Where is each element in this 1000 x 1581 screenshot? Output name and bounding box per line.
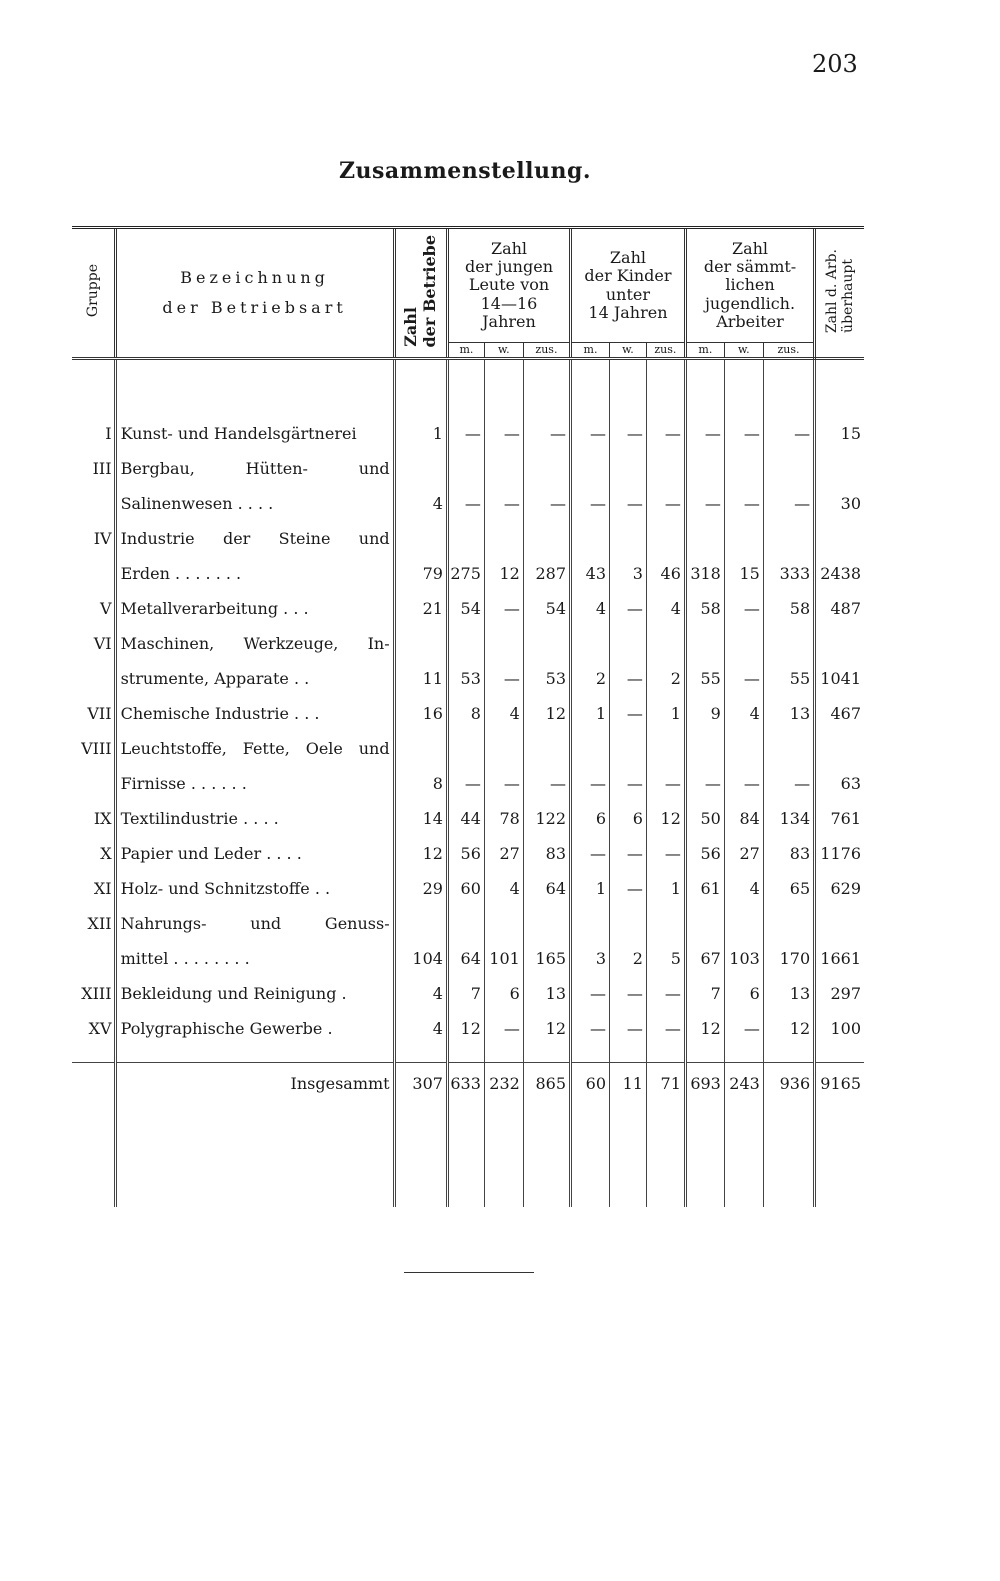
value-cell-km: 6 xyxy=(571,795,610,830)
header-betriebe: Zahlder Betriebe xyxy=(394,228,447,359)
value-cell-jw: — xyxy=(484,585,523,620)
value-cell-kz: 2 xyxy=(646,655,685,690)
value-cell-am: 9 xyxy=(685,690,724,725)
value-cell-km xyxy=(571,900,610,935)
table-row xyxy=(72,795,864,830)
gruppe-cell xyxy=(72,655,115,690)
total-cell-jz: 865 xyxy=(523,1063,570,1106)
value-cell-kz: — xyxy=(646,480,685,515)
value-cell-jw xyxy=(484,515,523,550)
value-cell-kw: — xyxy=(610,970,647,1005)
value-cell-t xyxy=(815,900,864,935)
value-cell-kw xyxy=(610,900,647,935)
value-cell-kz: 12 xyxy=(646,795,685,830)
sub-header-m: m. xyxy=(571,343,610,359)
value-cell-b: 14 xyxy=(394,795,447,830)
value-cell-am: 56 xyxy=(685,830,724,865)
betriebsart-cell: Chemische Industrie . . . xyxy=(115,690,394,725)
value-cell-b: 11 xyxy=(394,655,447,690)
betriebsart-cell: Polygraphische Gewerbe . xyxy=(115,1005,394,1040)
gruppe-cell: XIII xyxy=(81,984,112,1003)
summary-table xyxy=(72,226,864,1207)
gruppe-cell: X xyxy=(100,844,112,863)
value-cell-aw: 4 xyxy=(724,865,763,900)
value-cell-aw xyxy=(724,515,763,550)
betriebsart-cell: strumente, Apparate . . xyxy=(115,655,394,690)
value-cell-aw: — xyxy=(724,760,763,795)
value-cell-jw: 12 xyxy=(484,550,523,585)
value-cell-am xyxy=(685,515,724,550)
value-cell-am xyxy=(685,620,724,655)
value-cell-jm xyxy=(447,445,484,480)
value-cell-kw: 3 xyxy=(610,550,647,585)
value-cell-am: 7 xyxy=(685,970,724,1005)
value-cell-km: — xyxy=(571,1005,610,1040)
value-cell-jz: — xyxy=(523,410,570,445)
value-cell-b: 21 xyxy=(394,585,447,620)
sub-header-w: w. xyxy=(724,343,763,359)
value-cell-az xyxy=(763,900,814,935)
value-cell-jw: — xyxy=(484,760,523,795)
table-row xyxy=(72,865,864,900)
value-cell-jw: — xyxy=(484,410,523,445)
value-cell-km: — xyxy=(571,480,610,515)
page-title: Zusammenstellung. xyxy=(338,158,592,184)
betriebsart-cell: Salinenwesen . . . . xyxy=(115,480,394,515)
value-cell-aw: 103 xyxy=(724,935,763,970)
gruppe-cell xyxy=(72,935,115,970)
value-cell-b: 4 xyxy=(394,1005,447,1040)
value-cell-jw xyxy=(484,620,523,655)
betriebsart-cell: Industrie der Steine und xyxy=(115,515,394,550)
value-cell-am: — xyxy=(685,760,724,795)
value-cell-km: 3 xyxy=(571,935,610,970)
value-cell-t: 1661 xyxy=(815,935,864,970)
value-cell-kw xyxy=(610,515,647,550)
table-row xyxy=(72,410,864,445)
value-cell-km: 1 xyxy=(571,690,610,725)
value-cell-t: 1176 xyxy=(815,830,864,865)
value-cell-jm: — xyxy=(447,480,484,515)
value-cell-aw: 15 xyxy=(724,550,763,585)
value-cell-aw xyxy=(724,620,763,655)
value-cell-az: 65 xyxy=(763,865,814,900)
betriebsart-cell: mittel . . . . . . . . xyxy=(115,935,394,970)
value-cell-jw: 101 xyxy=(484,935,523,970)
value-cell-aw xyxy=(724,900,763,935)
value-cell-az: — xyxy=(763,410,814,445)
total-cell-jm: 633 xyxy=(447,1063,484,1106)
value-cell-jm: 56 xyxy=(447,830,484,865)
value-cell-jw: — xyxy=(484,480,523,515)
sub-header-m: m. xyxy=(685,343,724,359)
value-cell-aw: 27 xyxy=(724,830,763,865)
gruppe-cell xyxy=(72,480,115,515)
betriebsart-cell: Maschinen, Werkzeuge, In- xyxy=(115,620,394,655)
table-row xyxy=(72,900,864,935)
table-row xyxy=(72,550,864,585)
value-cell-az: 333 xyxy=(763,550,814,585)
value-cell-aw: — xyxy=(724,480,763,515)
value-cell-jm: 64 xyxy=(447,935,484,970)
value-cell-b: 104 xyxy=(394,935,447,970)
value-cell-jm: 44 xyxy=(447,795,484,830)
gruppe-cell: VI xyxy=(93,634,112,653)
header-gruppe: Gruppe xyxy=(72,228,115,359)
value-cell-jw xyxy=(484,900,523,935)
value-cell-kz xyxy=(646,725,685,760)
value-cell-km xyxy=(571,725,610,760)
sub-header-zus: zus. xyxy=(763,343,814,359)
value-cell-aw: 84 xyxy=(724,795,763,830)
total-cell-aw: 243 xyxy=(724,1063,763,1106)
value-cell-jz xyxy=(523,725,570,760)
value-cell-jw: 6 xyxy=(484,970,523,1005)
gruppe-cell: I xyxy=(105,424,112,443)
value-cell-kz xyxy=(646,445,685,480)
value-cell-jw xyxy=(484,445,523,480)
value-cell-am: 318 xyxy=(685,550,724,585)
value-cell-jz xyxy=(523,515,570,550)
value-cell-kz: 1 xyxy=(646,690,685,725)
value-cell-am: 61 xyxy=(685,865,724,900)
value-cell-az: 170 xyxy=(763,935,814,970)
value-cell-t: 2438 xyxy=(815,550,864,585)
value-cell-t: 629 xyxy=(815,865,864,900)
value-cell-jm: 7 xyxy=(447,970,484,1005)
value-cell-km: 2 xyxy=(571,655,610,690)
betriebsart-cell: Nahrungs- und Genuss- xyxy=(115,900,394,935)
value-cell-km: — xyxy=(571,970,610,1005)
table-row xyxy=(72,585,864,620)
value-cell-jw: 4 xyxy=(484,690,523,725)
total-cell-t: 9165 xyxy=(815,1063,864,1106)
value-cell-am xyxy=(685,445,724,480)
value-cell-jm: 12 xyxy=(447,1005,484,1040)
value-cell-kw: — xyxy=(610,830,647,865)
table-row xyxy=(72,655,864,690)
gruppe-cell: XV xyxy=(88,1019,112,1038)
value-cell-t: 30 xyxy=(815,480,864,515)
betriebsart-cell: Bergbau, Hütten- und xyxy=(115,445,394,480)
value-cell-kw xyxy=(610,725,647,760)
value-cell-am: 55 xyxy=(685,655,724,690)
gruppe-cell: VII xyxy=(87,704,112,723)
total-cell-az: 936 xyxy=(763,1063,814,1106)
value-cell-jm xyxy=(447,900,484,935)
value-cell-b: 79 xyxy=(394,550,447,585)
value-cell-kz: 1 xyxy=(646,865,685,900)
value-cell-kz xyxy=(646,620,685,655)
value-cell-jm: — xyxy=(447,760,484,795)
value-cell-kw: 2 xyxy=(610,935,647,970)
value-cell-jm xyxy=(447,515,484,550)
header-kinder: Zahl der Kinder unter 14 Jahren xyxy=(571,228,686,343)
value-cell-aw: — xyxy=(724,1005,763,1040)
value-cell-jz: 64 xyxy=(523,865,570,900)
value-cell-kw: 6 xyxy=(610,795,647,830)
gruppe-cell: III xyxy=(92,459,112,478)
value-cell-t xyxy=(815,445,864,480)
value-cell-kw: — xyxy=(610,480,647,515)
table-row xyxy=(72,480,864,515)
value-cell-kz: — xyxy=(646,760,685,795)
value-cell-jm: — xyxy=(447,410,484,445)
value-cell-km: 4 xyxy=(571,585,610,620)
value-cell-jz: 83 xyxy=(523,830,570,865)
total-cell-b: 307 xyxy=(394,1063,447,1106)
value-cell-az xyxy=(763,515,814,550)
value-cell-jz xyxy=(523,620,570,655)
value-cell-aw: — xyxy=(724,585,763,620)
gruppe-cell xyxy=(72,550,115,585)
value-cell-jz xyxy=(523,900,570,935)
value-cell-am xyxy=(685,725,724,760)
value-cell-jz: 165 xyxy=(523,935,570,970)
betriebsart-cell: Firnisse . . . . . . xyxy=(115,760,394,795)
value-cell-kz xyxy=(646,515,685,550)
value-cell-km xyxy=(571,515,610,550)
betriebsart-cell: Bekleidung und Reinigung . xyxy=(115,970,394,1005)
value-cell-jz: 12 xyxy=(523,1005,570,1040)
table-row xyxy=(72,515,864,550)
sub-header-w: w. xyxy=(484,343,523,359)
table-row xyxy=(72,1005,864,1040)
value-cell-am: 50 xyxy=(685,795,724,830)
gruppe-cell: IX xyxy=(93,809,112,828)
value-cell-az: 134 xyxy=(763,795,814,830)
value-cell-t: 297 xyxy=(815,970,864,1005)
betriebsart-cell: Kunst- und Handelsgärtnerei xyxy=(115,410,394,445)
value-cell-t: 15 xyxy=(815,410,864,445)
table-row xyxy=(72,935,864,970)
value-cell-km xyxy=(571,620,610,655)
value-cell-jw: — xyxy=(484,1005,523,1040)
value-cell-jz: 287 xyxy=(523,550,570,585)
value-cell-kw: — xyxy=(610,410,647,445)
value-cell-am: 58 xyxy=(685,585,724,620)
gruppe-cell xyxy=(72,1063,115,1106)
sub-header-zus: zus. xyxy=(646,343,685,359)
closing-rule xyxy=(404,1272,534,1273)
value-cell-kz: 5 xyxy=(646,935,685,970)
gruppe-cell: XII xyxy=(87,914,112,933)
value-cell-jz: 53 xyxy=(523,655,570,690)
value-cell-jm: 53 xyxy=(447,655,484,690)
gruppe-cell: XI xyxy=(93,879,112,898)
value-cell-b: 1 xyxy=(394,410,447,445)
value-cell-b: 16 xyxy=(394,690,447,725)
betriebsart-cell: Erden . . . . . . . xyxy=(115,550,394,585)
value-cell-jw: 27 xyxy=(484,830,523,865)
value-cell-az: 12 xyxy=(763,1005,814,1040)
value-cell-jm: 54 xyxy=(447,585,484,620)
header-jugendliche-arbeiter: Zahl der sämmt- lichen jugendlich. Arbeiter xyxy=(685,228,814,343)
value-cell-kz: 4 xyxy=(646,585,685,620)
value-cell-am: — xyxy=(685,480,724,515)
total-cell-km: 60 xyxy=(571,1063,610,1106)
value-cell-t: 467 xyxy=(815,690,864,725)
total-cell-kz: 71 xyxy=(646,1063,685,1106)
value-cell-b xyxy=(394,515,447,550)
value-cell-aw: 4 xyxy=(724,690,763,725)
value-cell-kz xyxy=(646,900,685,935)
value-cell-am: — xyxy=(685,410,724,445)
table-row xyxy=(72,970,864,1005)
value-cell-kw xyxy=(610,620,647,655)
value-cell-am xyxy=(685,900,724,935)
table-row xyxy=(72,690,864,725)
value-cell-t: 761 xyxy=(815,795,864,830)
value-cell-jz: 13 xyxy=(523,970,570,1005)
table-row xyxy=(72,445,864,480)
value-cell-km: 1 xyxy=(571,865,610,900)
value-cell-am: 12 xyxy=(685,1005,724,1040)
value-cell-kw: — xyxy=(610,585,647,620)
value-cell-b: 4 xyxy=(394,970,447,1005)
header-jungen-leute: Zahl der jungen Leute von 14—16 Jahren xyxy=(447,228,570,343)
value-cell-t: 63 xyxy=(815,760,864,795)
sub-header-zus: zus. xyxy=(523,343,570,359)
value-cell-kw: — xyxy=(610,1005,647,1040)
value-cell-t: 100 xyxy=(815,1005,864,1040)
value-cell-jz: 12 xyxy=(523,690,570,725)
total-cell-am: 693 xyxy=(685,1063,724,1106)
value-cell-km: — xyxy=(571,830,610,865)
value-cell-jz xyxy=(523,445,570,480)
value-cell-b xyxy=(394,725,447,760)
value-cell-kw: — xyxy=(610,690,647,725)
gruppe-cell: V xyxy=(100,599,112,618)
betriebsart-cell: Papier und Leder . . . . xyxy=(115,830,394,865)
value-cell-b: 4 xyxy=(394,480,447,515)
betriebsart-cell: Metallverarbeitung . . . xyxy=(115,585,394,620)
value-cell-jm xyxy=(447,725,484,760)
value-cell-kz: — xyxy=(646,830,685,865)
value-cell-az: 13 xyxy=(763,690,814,725)
value-cell-jm xyxy=(447,620,484,655)
value-cell-kz: 46 xyxy=(646,550,685,585)
value-cell-az xyxy=(763,445,814,480)
value-cell-jz: — xyxy=(523,760,570,795)
value-cell-kz: — xyxy=(646,970,685,1005)
value-cell-jm: 60 xyxy=(447,865,484,900)
value-cell-aw: 6 xyxy=(724,970,763,1005)
value-cell-jw xyxy=(484,725,523,760)
value-cell-az: 13 xyxy=(763,970,814,1005)
value-cell-jz: 122 xyxy=(523,795,570,830)
value-cell-aw xyxy=(724,725,763,760)
table-row xyxy=(72,830,864,865)
value-cell-t xyxy=(815,515,864,550)
value-cell-t xyxy=(815,725,864,760)
value-cell-t: 487 xyxy=(815,585,864,620)
value-cell-az: — xyxy=(763,760,814,795)
table-row xyxy=(72,725,864,760)
sub-header-w: w. xyxy=(610,343,647,359)
betriebsart-cell: Textilindustrie . . . . xyxy=(115,795,394,830)
gruppe-cell xyxy=(72,760,115,795)
value-cell-b xyxy=(394,445,447,480)
value-cell-aw xyxy=(724,445,763,480)
value-cell-az: 58 xyxy=(763,585,814,620)
page-number: 203 xyxy=(812,50,858,78)
value-cell-az xyxy=(763,620,814,655)
value-cell-jm: 8 xyxy=(447,690,484,725)
value-cell-b xyxy=(394,620,447,655)
total-label: Insgesammt xyxy=(115,1063,394,1106)
value-cell-km: — xyxy=(571,760,610,795)
value-cell-kw: — xyxy=(610,865,647,900)
sub-header-m: m. xyxy=(447,343,484,359)
value-cell-az: 83 xyxy=(763,830,814,865)
value-cell-jw: — xyxy=(484,655,523,690)
value-cell-az: 55 xyxy=(763,655,814,690)
value-cell-kw xyxy=(610,445,647,480)
value-cell-kz: — xyxy=(646,410,685,445)
betriebsart-cell: Leuchtstoffe, Fette, Oele und xyxy=(115,725,394,760)
value-cell-km: 43 xyxy=(571,550,610,585)
value-cell-jm: 275 xyxy=(447,550,484,585)
value-cell-b: 12 xyxy=(394,830,447,865)
value-cell-kz: — xyxy=(646,1005,685,1040)
value-cell-b: 8 xyxy=(394,760,447,795)
value-cell-t xyxy=(815,620,864,655)
value-cell-az: — xyxy=(763,480,814,515)
value-cell-az xyxy=(763,725,814,760)
table-row xyxy=(72,760,864,795)
value-cell-aw: — xyxy=(724,410,763,445)
value-cell-jz: 54 xyxy=(523,585,570,620)
value-cell-jw: 78 xyxy=(484,795,523,830)
value-cell-kw: — xyxy=(610,655,647,690)
header-arbeiter-ueberhaupt: Zahl d. Arb.überhaupt xyxy=(815,228,864,359)
value-cell-b xyxy=(394,900,447,935)
total-row xyxy=(72,1063,864,1106)
value-cell-aw: — xyxy=(724,655,763,690)
value-cell-km: — xyxy=(571,410,610,445)
value-cell-jw: 4 xyxy=(484,865,523,900)
gruppe-cell: VIII xyxy=(81,739,112,758)
betriebsart-cell: Holz- und Schnitzstoffe . . xyxy=(115,865,394,900)
table-row xyxy=(72,620,864,655)
value-cell-t: 1041 xyxy=(815,655,864,690)
value-cell-km xyxy=(571,445,610,480)
gruppe-cell: IV xyxy=(93,529,112,548)
value-cell-am: 67 xyxy=(685,935,724,970)
total-cell-jw: 232 xyxy=(484,1063,523,1106)
value-cell-jz: — xyxy=(523,480,570,515)
value-cell-kw: — xyxy=(610,760,647,795)
total-cell-kw: 11 xyxy=(610,1063,647,1106)
header-bezeichnung: Bezeichnung der Betriebsart xyxy=(115,228,394,359)
value-cell-b: 29 xyxy=(394,865,447,900)
